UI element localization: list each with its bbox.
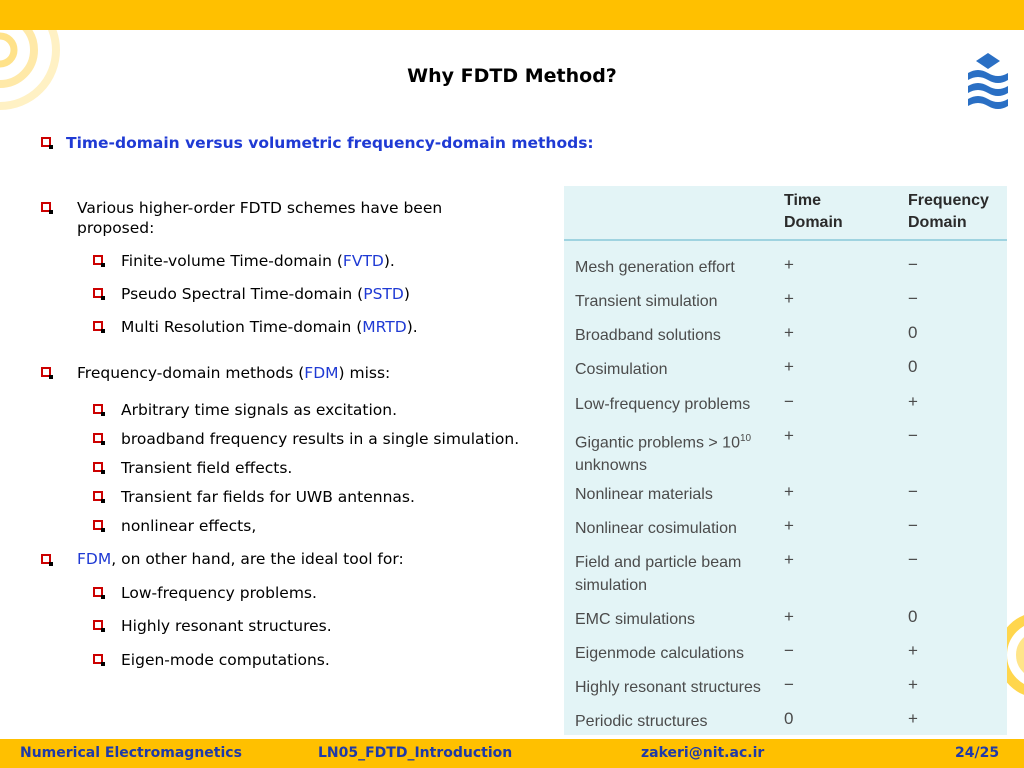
list-item: Eigen-mode computations. bbox=[121, 651, 330, 669]
frequency-domain-rating: − bbox=[908, 482, 918, 501]
frequency-domain-rating: − bbox=[908, 255, 918, 274]
frequency-domain-rating: − bbox=[908, 426, 918, 445]
bullet-icon bbox=[93, 321, 103, 331]
frequency-domain-rating: + bbox=[908, 641, 918, 660]
time-domain-rating: 0 bbox=[784, 709, 794, 728]
paragraph-fdm-miss: Frequency-domain methods (FDM) miss: bbox=[77, 364, 391, 382]
footer-course: Numerical Electromagnetics bbox=[20, 745, 242, 761]
time-domain-rating: + bbox=[784, 426, 794, 445]
table-row-label: Gigantic problems > $10^{10}$ unknowns bbox=[575, 433, 752, 475]
frequency-domain-rating: + bbox=[908, 392, 918, 411]
table-row-label: Cosimulation bbox=[575, 361, 668, 378]
list-item: Arbitrary time signals as excitation. bbox=[121, 401, 398, 419]
table-row-label: Broadband solutions bbox=[575, 327, 721, 344]
bullet-icon bbox=[41, 367, 51, 377]
bullet-icon bbox=[93, 620, 103, 630]
bullet-icon bbox=[41, 202, 51, 212]
list-item-fvtd: Finite-volume Time-domain (FVTD). bbox=[121, 252, 395, 270]
paragraph-line: Various higher-order FDTD schemes have been bbox=[77, 199, 443, 217]
frequency-domain-rating: + bbox=[908, 675, 918, 694]
table-row-label: Eigenmode calculations bbox=[575, 645, 744, 662]
list-item: nonlinear effects, bbox=[121, 517, 257, 535]
table-row-label: Nonlinear cosimulation bbox=[575, 520, 737, 537]
time-domain-rating: − bbox=[784, 675, 794, 694]
list-item: Highly resonant structures. bbox=[121, 617, 332, 635]
slide-title: Why FDTD Method? bbox=[407, 65, 617, 87]
frequency-domain-rating: 0 bbox=[908, 323, 918, 342]
header-frequency-domain: Frequency Domain bbox=[908, 192, 989, 231]
university-logo-icon bbox=[964, 53, 1012, 115]
paragraph-line: proposed: bbox=[77, 219, 155, 237]
list-item: Transient field effects. bbox=[121, 459, 293, 477]
frequency-domain-rating: + bbox=[908, 709, 918, 728]
top-bar bbox=[0, 0, 1024, 30]
time-domain-rating: + bbox=[784, 482, 794, 501]
table-row-label: Field and particle beam simulation bbox=[575, 554, 742, 594]
time-domain-rating: + bbox=[784, 550, 794, 569]
list-item-mrtd: Multi Resolution Time-domain (MRTD). bbox=[121, 318, 418, 336]
bullet-icon bbox=[93, 491, 103, 501]
frequency-domain-rating: 0 bbox=[908, 607, 918, 626]
header-time-domain: Time Domain bbox=[784, 192, 843, 231]
table-row-label: Low-frequency problems bbox=[575, 396, 751, 413]
table-header-divider bbox=[564, 239, 1007, 241]
bullet-icon bbox=[93, 433, 103, 443]
bullet-icon bbox=[93, 654, 103, 664]
frequency-domain-rating: − bbox=[908, 550, 918, 569]
bullet-icon bbox=[93, 255, 103, 265]
time-domain-rating: + bbox=[784, 289, 794, 308]
time-domain-rating: − bbox=[784, 641, 794, 660]
paragraph-fdm-ideal: FDM, on other hand, are the ideal tool for: bbox=[77, 550, 404, 568]
frequency-domain-rating: 0 bbox=[908, 357, 918, 376]
bullet-icon bbox=[93, 462, 103, 472]
footer-email: zakeri@nit.ac.ir bbox=[641, 745, 765, 761]
time-domain-rating: + bbox=[784, 323, 794, 342]
list-item: broadband frequency results in a single simulation. bbox=[121, 430, 520, 448]
bullet-icon bbox=[41, 554, 51, 564]
frequency-domain-rating: − bbox=[908, 289, 918, 308]
footer-lecture: LN05_FDTD_Introduction bbox=[318, 745, 513, 761]
table-row-label: Mesh generation effort bbox=[575, 259, 735, 276]
time-domain-rating: + bbox=[784, 607, 794, 626]
table-row-label: Highly resonant structures bbox=[575, 679, 761, 696]
frequency-domain-rating: − bbox=[908, 516, 918, 535]
table-row-label: Periodic structures bbox=[575, 713, 708, 730]
list-item-pstd: Pseudo Spectral Time-domain (PSTD) bbox=[121, 285, 410, 303]
time-domain-rating: + bbox=[784, 357, 794, 376]
page-number: 24/25 bbox=[955, 745, 1000, 761]
time-domain-rating: + bbox=[784, 516, 794, 535]
bullet-icon bbox=[93, 288, 103, 298]
list-item: Transient far fields for UWB antennas. bbox=[121, 488, 415, 506]
section-heading: Time-domain versus volumetric frequency-domain methods: bbox=[66, 134, 594, 152]
table-row-label: Transient simulation bbox=[575, 293, 718, 310]
bullet-icon bbox=[93, 520, 103, 530]
time-domain-rating: + bbox=[784, 255, 794, 274]
time-domain-rating: − bbox=[784, 392, 794, 411]
table-row-label: Nonlinear materials bbox=[575, 486, 713, 503]
bullet-icon bbox=[41, 137, 51, 147]
table-row-label: EMC simulations bbox=[575, 611, 696, 628]
bullet-icon bbox=[93, 404, 103, 414]
list-item: Low-frequency problems. bbox=[121, 584, 317, 602]
bullet-icon bbox=[93, 587, 103, 597]
